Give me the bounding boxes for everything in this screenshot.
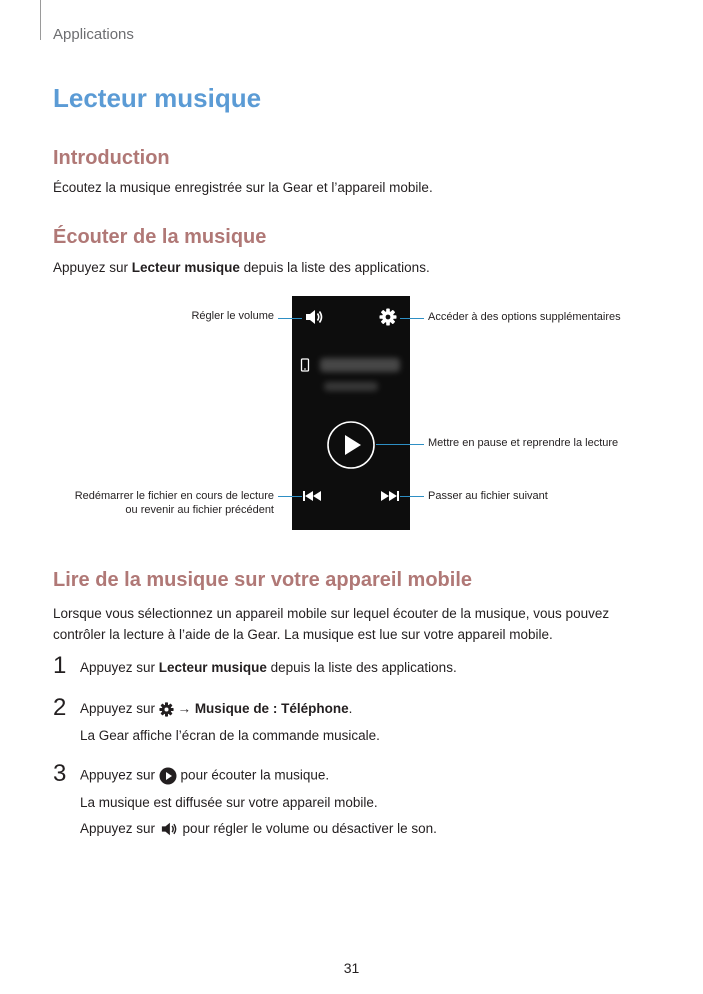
step-1-text: Appuyez sur Lecteur musique depuis la liste des applications. bbox=[80, 660, 457, 675]
previous-track-icon[interactable] bbox=[302, 490, 322, 502]
callout-next-line bbox=[400, 496, 424, 497]
callout-pause-line bbox=[376, 444, 424, 445]
listen-heading: Écouter de la musique bbox=[53, 226, 267, 248]
phone-icon bbox=[300, 358, 310, 372]
callout-volume-line bbox=[278, 318, 302, 319]
header-rule bbox=[40, 0, 41, 40]
song-subtitle-blurred bbox=[324, 382, 378, 391]
step-3-note-2: Appuyez sur pour régler le volume ou désactiver le son. bbox=[80, 821, 437, 836]
gear-icon[interactable] bbox=[379, 308, 397, 326]
callout-options: Accéder à des options supplémentaires bbox=[428, 311, 621, 323]
step-2-number: 2 bbox=[53, 694, 67, 721]
intro-heading: Introduction bbox=[53, 147, 170, 169]
volume-icon bbox=[159, 821, 179, 837]
gear-icon bbox=[159, 702, 174, 717]
page-title: Lecteur musique bbox=[53, 83, 262, 113]
next-track-icon[interactable] bbox=[380, 490, 400, 502]
callout-restart: Redémarrer le fichier en cours de lecture ou revenir au fichier précédent bbox=[74, 490, 274, 516]
music-player-screen bbox=[292, 296, 410, 530]
step-2-note: La Gear affiche l’écran de la commande musicale. bbox=[80, 728, 380, 743]
callout-next: Passer au fichier suivant bbox=[428, 490, 548, 502]
step-3-text: Appuyez sur pour écouter la musique. bbox=[80, 767, 329, 785]
step-2-text: Appuyez sur → Musique de : Téléphone. bbox=[80, 701, 353, 716]
step-3-note-1: La musique est diffusée sur votre appareil mobile. bbox=[80, 795, 378, 810]
intro-text: Écoutez la musique enregistrée sur la Gear et l’appareil mobile. bbox=[53, 180, 433, 195]
callout-volume: Régler le volume bbox=[191, 310, 274, 322]
page-number: 31 bbox=[343, 960, 360, 976]
play-button[interactable] bbox=[326, 420, 376, 470]
callout-options-line bbox=[400, 318, 424, 319]
step-1-number: 1 bbox=[53, 652, 67, 679]
section-label: Applications bbox=[53, 26, 134, 43]
callout-restart-line bbox=[278, 496, 302, 497]
step-3-number: 3 bbox=[53, 760, 67, 787]
volume-icon[interactable] bbox=[304, 308, 324, 326]
song-title-blurred bbox=[320, 358, 400, 372]
listen-text: Appuyez sur Lecteur musique depuis la liste des applications. bbox=[53, 260, 430, 275]
play-icon bbox=[159, 767, 177, 785]
callout-pause: Mettre en pause et reprendre la lecture bbox=[428, 437, 619, 449]
mobile-text: Lorsque vous sélectionnez un appareil mobile sur lequel écouter de la musique, vous pouvez contrôler la lecture à l’aide de la Gear. La musique est lue sur votre appareil mobile. bbox=[53, 606, 610, 642]
mobile-heading: Lire de la musique sur votre appareil mobile bbox=[53, 569, 473, 591]
